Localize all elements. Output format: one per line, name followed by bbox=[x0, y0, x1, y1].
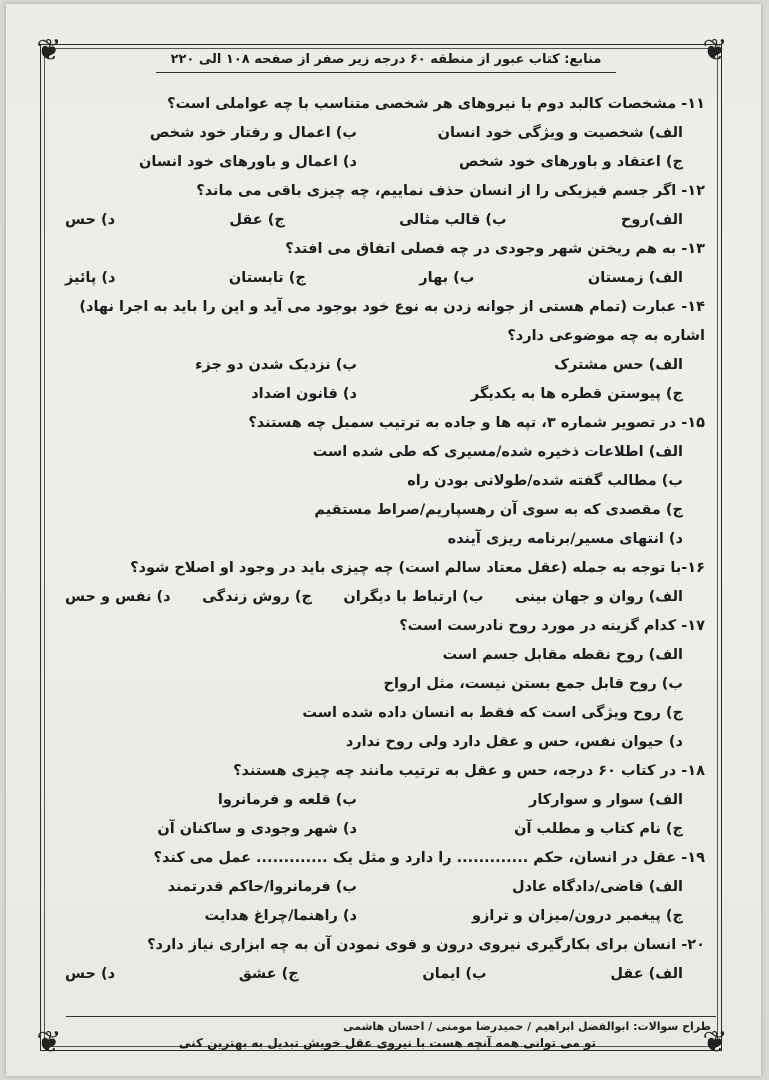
option-b: ب) اعمال و رفتار خود شخص bbox=[149, 125, 357, 141]
option-d: د) اعمال و باورهای خود انسان bbox=[139, 154, 357, 170]
question-17: ۱۷- کدام گزینه در مورد روح نادرست است؟ bbox=[399, 618, 705, 634]
option-c: ج) پیغمبر درون/میزان و ترازو bbox=[471, 908, 683, 924]
option-a: الف) زمستان bbox=[587, 270, 683, 286]
sources-header: منابع: کتاب عبور از منطقه ۶۰ درجه زیر صفر از صفحه ۱۰۸ الی ۲۲۰ bbox=[156, 48, 616, 73]
designers-credit: طراح سوالات: ابوالفضل ابراهیم / حمیدرضا مومنی / احسان هاشمی bbox=[343, 1020, 711, 1033]
options-row bbox=[55, 264, 705, 293]
question-13: ۱۳- به هم ریختن شهر وجودی در چه فصلی اتفاق می افتد؟ bbox=[285, 241, 705, 257]
option-d: د) قانون اضداد bbox=[251, 386, 357, 402]
option-c: ج) روش زندگی bbox=[202, 589, 312, 605]
option-c: ج) اعتقاد و باورهای خود شخص bbox=[459, 154, 683, 170]
option-b: ب) قالب مثالی bbox=[399, 212, 507, 228]
ornament-corner-icon: ❦ bbox=[36, 33, 62, 68]
motto: تو می توانی همه آنچه هست با نیروی عقل خویش تبدیل به بهترین کنی bbox=[178, 1036, 596, 1050]
question-14: ۱۴- عبارت (تمام هستی از جوانه زدن به نوع خود بوجود می آید و این را باید به اجرا نهاد) اشاره به چه موضوعی دارد؟ bbox=[79, 299, 705, 344]
option-a: الف) قاضی/دادگاه عادل bbox=[512, 879, 683, 895]
option-d: د) حیوان نفس، حس و عقل دارد ولی روح ندارد bbox=[345, 734, 683, 750]
question-15: ۱۵- در تصویر شماره ۳، تپه ها و جاده به ترتیب سمبل چه هستند؟ bbox=[248, 415, 705, 431]
option-c: ج) عقل bbox=[229, 212, 285, 228]
options-row bbox=[55, 815, 705, 844]
option-b: ب) روح قابل جمع بستن نیست، مثل ارواح bbox=[383, 676, 683, 692]
option-a: الف) روح نقطه مقابل جسم است bbox=[442, 647, 683, 663]
option-b: ب) بهار bbox=[419, 270, 475, 286]
options-row bbox=[55, 873, 705, 902]
option-d: د) راهنما/چراغ هدایت bbox=[204, 908, 357, 924]
ornament-corner-icon: ❦ bbox=[702, 33, 728, 68]
question-12: ۱۲- اگر جسم فیزیکی را از انسان حذف نماییم، چه چیزی باقی می ماند؟ bbox=[196, 183, 705, 199]
options-row bbox=[55, 380, 705, 409]
exam-sheet bbox=[6, 4, 761, 1076]
option-b: ب) ایمان bbox=[422, 966, 487, 982]
option-c: ج) روح ویژگی است که فقط به انسان داده شده است bbox=[302, 705, 683, 721]
option-c: ج) عشق bbox=[238, 966, 299, 982]
option-b: ب) نزدیک شدن دو جزء bbox=[195, 357, 357, 373]
option-c: ج) پیوستن قطره ها به یکدیگر bbox=[470, 386, 683, 402]
question-11: ۱۱- مشخصات کالبد دوم با نیروهای هر شخصی متناسب با چه عواملی است؟ bbox=[167, 96, 705, 112]
footer-divider bbox=[66, 1016, 716, 1017]
options-row bbox=[55, 583, 705, 612]
option-c: ج) نام کتاب و مطلب آن bbox=[514, 821, 683, 837]
question-16: ۱۶-با توجه به جمله (عقل معتاد سالم است) چه چیزی باید در وجود او اصلاح شود؟ bbox=[130, 560, 705, 576]
option-d: د) حس bbox=[65, 966, 116, 982]
option-d: د) انتهای مسیر/برنامه ریزی آینده bbox=[447, 531, 683, 547]
option-a: الف) سوار و سوارکار bbox=[528, 792, 683, 808]
option-c: ج) تابستان bbox=[228, 270, 306, 286]
option-a: الف) شخصیت و ویژگی خود انسان bbox=[437, 125, 683, 141]
option-b: ب) مطالب گفته شده/طولانی بودن راه bbox=[407, 473, 683, 489]
questions bbox=[55, 90, 705, 989]
options-row bbox=[55, 206, 705, 235]
options-row bbox=[55, 119, 705, 148]
option-b: ب) فرمانروا/حاکم قدرتمند bbox=[167, 879, 357, 895]
options-row bbox=[55, 351, 705, 380]
option-a: الف) حس مشترک bbox=[554, 357, 683, 373]
options-row bbox=[55, 960, 705, 989]
ornament-corner-icon: ❦ bbox=[36, 1025, 62, 1060]
option-c: ج) مقصدی که به سوی آن رهسپاریم/صراط مستقیم bbox=[314, 502, 683, 518]
option-a: الف) روان و جهان بینی bbox=[514, 589, 683, 605]
question-18: ۱۸- در کتاب ۶۰ درجه، حس و عقل به ترتیب مانند چه چیزی هستند؟ bbox=[233, 763, 705, 779]
options-row bbox=[55, 902, 705, 931]
option-a: الف)روح bbox=[620, 212, 683, 228]
question-20: ۲۰- انسان برای بکارگیری نیروی درون و قوی نمودن آن به چه ابزاری نیاز دارد؟ bbox=[147, 937, 705, 953]
ornament-corner-icon: ❦ bbox=[702, 1025, 728, 1060]
option-d: د) حس bbox=[65, 212, 116, 228]
option-d: د) نفس و حس bbox=[65, 589, 171, 605]
option-d: د) پائیز bbox=[65, 270, 116, 286]
option-b: ب) قلعه و فرمانروا bbox=[217, 792, 357, 808]
question-19: ۱۹- عقل در انسان، حکم ............. را دارد و مثل یک ............. عمل می کند؟ bbox=[153, 850, 705, 866]
options-row bbox=[55, 786, 705, 815]
option-a: الف) اطلاعات ذخیره شده/مسیری که طی شده است bbox=[312, 444, 683, 460]
option-d: د) شهر وجودی و ساکنان آن bbox=[157, 821, 357, 837]
option-a: الف) عقل bbox=[610, 966, 683, 982]
option-b: ب) ارتباط با دیگران bbox=[343, 589, 484, 605]
options-row bbox=[55, 148, 705, 177]
